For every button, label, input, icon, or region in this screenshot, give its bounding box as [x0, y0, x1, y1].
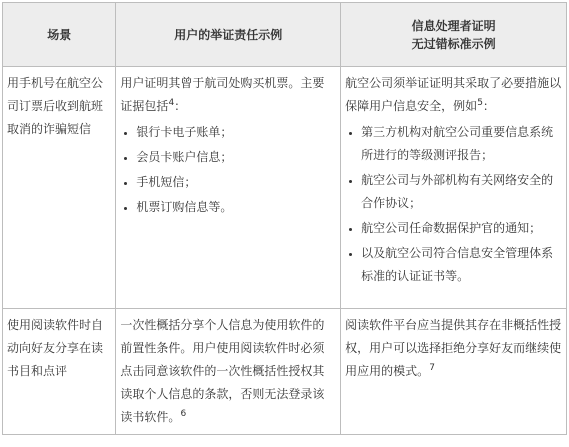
row1-user-footnote-ref: 4	[168, 98, 175, 108]
header-handler-example	[341, 3, 567, 67]
row2-user-text: 一次性概括分享个人信息为使用软件的前置性条件。用户使用阅读软件时必须点击同意该软件的一次性概括性授权其读取个人信息的条款，否则无法登录该读书软件。	[120, 318, 325, 424]
row1-user-cell	[116, 67, 341, 309]
row1-user-colon: ：	[174, 99, 187, 113]
table-row	[3, 67, 567, 309]
list-item: • 会员卡账户信息；	[136, 146, 336, 169]
list-item: • 以及航空公司符合信息安全管理体系标准的认证证书等。	[361, 242, 562, 288]
row2-scene: 使用阅读软件时自动向好友分享在读书目和点评	[3, 309, 116, 435]
row1-user-intro	[120, 72, 336, 118]
list-item: • 银行卡电子账单；	[136, 121, 336, 144]
header-handler-line2: 无过错标准示例	[411, 36, 496, 51]
list-item: • 航空公司与外部机构有关网络安全的合作协议；	[361, 169, 562, 215]
row1-user-text: 用户证明其曾于航司处购买机票。主要证据包括	[120, 76, 325, 113]
header-scene: 场景	[3, 3, 116, 67]
evidence-comparison-table	[2, 2, 567, 435]
row1-handler-text: 航空公司须举证证明其采取了必要措施以保障用户信息安全，例如	[345, 76, 562, 113]
row2-user-footnote-ref: 6	[180, 409, 187, 419]
row2-handler-text: 阅读软件平台应当提供其存在非概括性授权，用户可以选择拒绝分享好友而继续使用应用的模式。	[345, 318, 562, 378]
list-item: • 第三方机构对航空公司重要信息系统所进行的等级测评报告；	[361, 121, 562, 167]
header-row	[3, 3, 567, 67]
row2-user-cell	[116, 309, 341, 435]
list-item: • 手机短信；	[136, 171, 336, 194]
row1-handler-cell	[341, 67, 567, 309]
list-item: • 机票订购信息等。	[136, 196, 336, 219]
table-header	[3, 3, 567, 67]
row1-handler-intro	[345, 72, 562, 118]
table-row	[3, 309, 567, 435]
row1-scene: 用手机号在航空公司订票后收到航班取消的诈骗短信	[3, 67, 116, 309]
row1-handler-colon: ：	[482, 99, 495, 113]
row1-user-list	[120, 121, 336, 219]
row1-handler-list	[345, 121, 562, 288]
row2-handler-footnote-ref: 7	[429, 363, 435, 373]
row2-handler-cell	[341, 309, 567, 435]
header-user-example: 用户的举证责任示例	[116, 3, 341, 67]
list-item: • 航空公司任命数据保护官的通知；	[361, 217, 562, 240]
row1-handler-footnote-ref: 5	[477, 98, 483, 108]
header-handler-line1: 信息处理者证明	[411, 18, 496, 33]
